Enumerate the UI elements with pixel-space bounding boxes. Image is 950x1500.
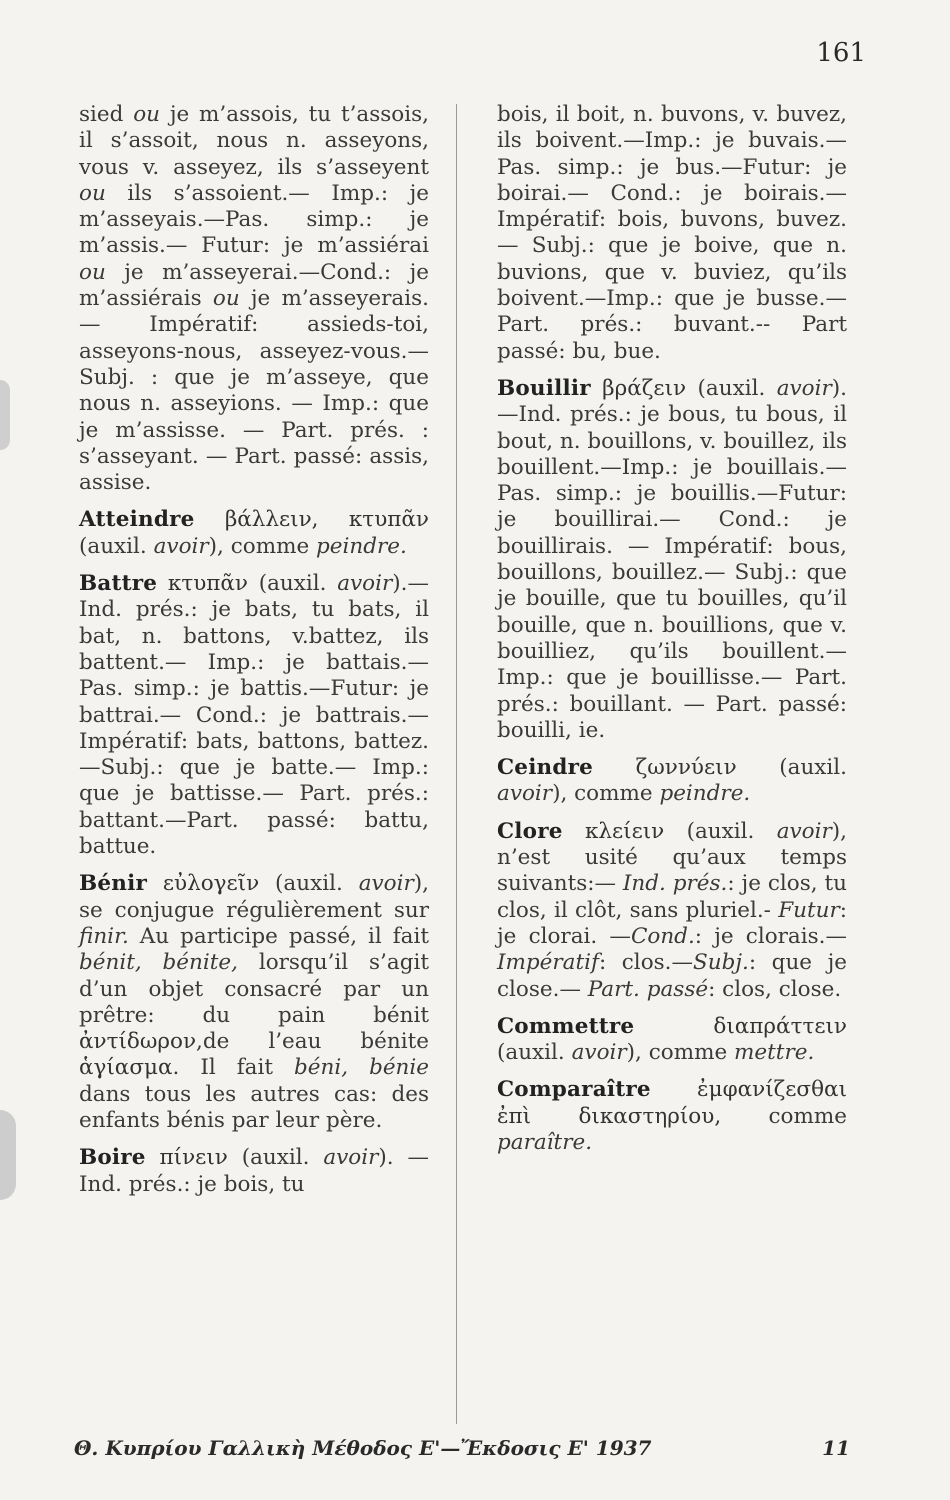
left-column [79,102,429,1209]
italic-text: avoir [776,818,832,844]
entry-text: ), comme [208,533,317,559]
dictionary-entry [79,102,429,496]
entry-headword: Comparaître [497,1077,651,1103]
italic-text: ou [133,102,161,127]
italic-text: avoir [337,571,393,597]
entry-headword: Commettre [497,1013,635,1039]
entry-text: ,de l’eau bénite [196,1029,429,1055]
entry-text: ), comme [626,1040,735,1066]
entry-text: . Il fait [172,1055,295,1081]
entry-text: ), comme [552,781,660,807]
entry-text: ).— Ind. prés.: je bats, tu bats, il bat, n. battons, v.battez, ils battent.— Imp.: je battais.—Pas. simp.: je battis.—Futur: je battrai.— Cond.: je battrais.— Impératif: bats, battons, battez. —Subj.: que je batte.— Imp.: que je battisse.— Part. prés.: battant.—Part. passé: battu, battue. [79,571,429,860]
italic-text: avoir [153,533,209,559]
italic-text: Part. passé [587,976,709,1002]
italic-text: Ind. prés. [622,871,728,897]
entry-text: ils s’assoient.— Imp.: je m’asseyais.—Pas. simp.: je m’assis.— Futur: je m’assiérai [79,180,429,259]
footer-imprint: Θ. Κυπρίου Γαλλικὴ Μέθοδος Ε'—Ἔκδοσις Ε' 1937 [74,1436,652,1460]
entry-text: ). —Ind. prés.: je bois, tu [79,1145,429,1197]
page-shadow-bottom [0,1110,16,1200]
dictionary-entry [497,755,847,808]
page-number: 161 [816,38,866,68]
italic-text: Impératif [497,950,599,976]
entry-text: je m’asseyerais. — Impératif: assieds-toi, asseyons-nous, asseyez-vous.—Subj. : que je m’asseye, que nous n. asseyions. — Imp.: que je m’assisse. — Part. prés. : s’asseyant. — Part. passé: assis, assise. [79,286,429,496]
dictionary-entry [497,376,847,744]
entry-text: (auxil. [664,818,777,844]
entry-text: je m’assois, tu t’assois, il s’assoit, nous n. asseyons, vous v. asseyez, ils s’asseyent [79,102,429,180]
italic-text: avoir [323,1145,379,1171]
greek-translation: ἀντίδωρον [79,1029,197,1055]
entry-text: : je clorais.— [694,923,847,949]
italic-text: ou [212,286,240,312]
entry-text: (auxil. [736,755,847,781]
italic-text: Subj. [693,950,749,976]
dictionary-entry [497,102,847,365]
entry-text: sied [79,102,134,127]
greek-translation: ζωννύειν [593,755,737,781]
italic-text: ou [79,259,106,285]
italic-text: finir. [79,923,129,949]
greek-translation: βάλλειν, κτυπᾶν [194,507,429,533]
italic-text: ou [79,180,106,206]
italic-text: avoir [776,375,832,401]
entry-text: ).—Ind. prés.: je bous, tu bous, il bout, n. bouillons, v. bouillez, ils bouillent.—Imp.: je bouillais.— Pas. simp.: je bouillis.—Futur: je bouillirai.— Cond.: je bouillirais. — Impératif: bous, bouillons, bouillez.— Subj.: que je bouille, que tu bouilles, qu’il bouille, que n. bouillions, que v. bouilliez, qu’ils bouillent.— Imp.: que je bouillisse.— Part. prés.: bouillant. — Part. passé: bouilli, ie. [497,375,848,743]
italic-text: avoir [571,1040,627,1066]
entry-headword: Bénir [79,871,147,897]
greek-translation: εὐλογεῖν [146,871,260,897]
entry-headword: Ceindre [497,755,594,781]
dictionary-entry [79,871,429,1134]
greek-translation: πίνειν [145,1145,228,1171]
italic-text: mettre. [734,1040,815,1066]
entry-text: (auxil. [248,571,338,597]
entry-text: je m’asseyerai.—Cond.: je m’assiérais [79,259,429,312]
entry-text: (auxil. [497,1040,572,1066]
column-divider [456,104,457,1424]
greek-translation: βράζειν [590,375,687,401]
entry-text: : clos, close. [708,976,842,1002]
dictionary-entry [497,1014,847,1067]
dictionary-entry [79,1145,429,1198]
entry-text: ), se conjugue régulièrement sur [79,871,430,923]
italic-text: Futur [778,897,840,923]
entry-headword: Atteindre [79,507,195,533]
entry-text: : je clorai. — [497,897,847,949]
entry-text: (auxil. [686,375,777,401]
greek-translation: ἁγίασμα [79,1055,173,1081]
page-shadow-top [0,380,10,450]
entry-text: : clos.— [598,950,693,976]
italic-text: bénit, bénite, [79,950,238,976]
entry-text: lorsqu’il s’agit d’un objet consacré par un prêtre: du pain bénit [79,950,429,1028]
entry-text: (auxil. [227,1145,324,1171]
italic-text: peindre. [659,781,751,807]
italic-text: peindre. [316,533,407,559]
entry-headword: Boire [79,1145,146,1171]
italic-text: paraître. [497,1129,593,1155]
footer-signature: 11 [822,1436,850,1460]
entry-text: : que je close.— [497,950,847,1002]
greek-translation: ἐμφανίζεσθαι ἐπὶ δικαστηρίου, [497,1077,847,1129]
italic-text: avoir [497,781,553,807]
italic-text: Cond. [630,923,695,949]
entry-text: (auxil. [259,871,359,897]
dictionary-entry [79,571,429,860]
entry-headword: Clore [497,818,563,844]
right-column [497,102,847,1167]
entry-text: ), n’est usité qu’aux temps suivants:— [497,818,848,897]
greek-translation: διαπράττειν [634,1013,847,1039]
dictionary-entry [497,819,847,1003]
greek-translation: κτυπᾶν [157,571,249,597]
greek-translation: κλείειν [562,818,665,844]
entry-text: comme [721,1103,847,1129]
entry-headword: Bouillir [497,375,591,401]
entry-text: bois, il boit, n. buvons, v. buvez, ils boivent.—Imp.: je buvais.—Pas. simp.: je bus.—Futur: je boirai.— Cond.: je boirais.—Impératif: bois, buvons, buvez.— Subj.: que je boive, que n. buvions, que v. buviez, qu’ils boivent.—Imp.: que je busse.—Part. prés.: buvant.-- Part passé: bu, bue. [497,102,847,364]
dictionary-entry [497,1077,847,1156]
entry-headword: Battre [79,571,158,597]
italic-text: avoir [358,871,414,897]
italic-text: béni, bénie [294,1055,429,1081]
dictionary-entry [79,507,429,560]
entry-text: Au participe passé, il fait [128,923,429,949]
entry-text: : je clos, tu clos, il clôt, sans pluriel.- [497,871,847,923]
entry-text: dans tous les autres cas: des enfants bénis par leur père. [79,1081,429,1133]
entry-text: (auxil. [79,533,154,559]
